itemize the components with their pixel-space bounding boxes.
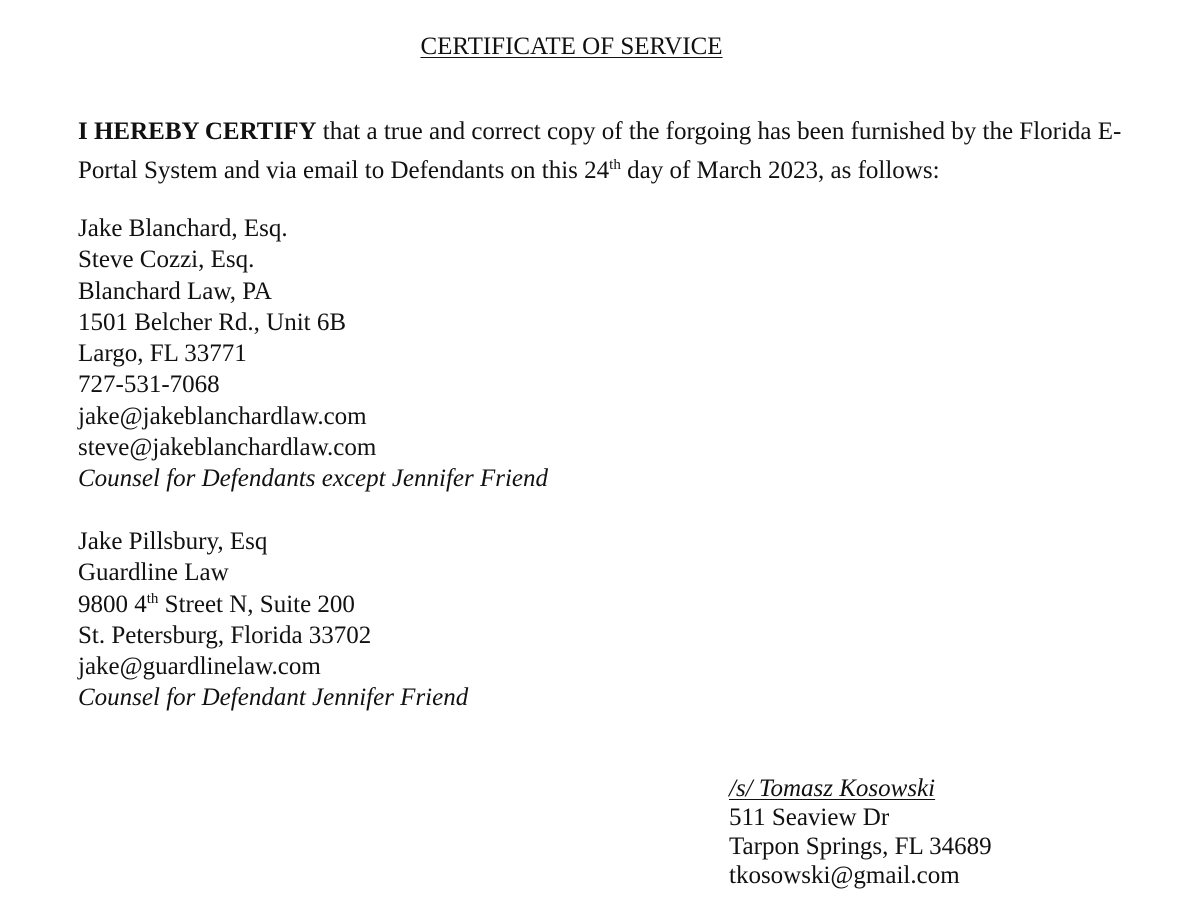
recipient-firm: Blanchard Law, PA <box>78 277 272 305</box>
recipient-name: Jake Pillsbury, Esq <box>78 528 268 555</box>
recipient-block-blanchard <box>78 213 778 495</box>
date-ordinal-suffix: th <box>609 157 621 173</box>
recipient-role: Counsel for Defendant Jennifer Friend <box>78 684 469 712</box>
signature-address-line1: 511 Seaview Dr <box>729 804 890 831</box>
recipient-firm: Guardline Law <box>78 559 229 587</box>
recipient-street: 1501 Belcher Rd., Unit 6B <box>78 308 347 336</box>
signature-block <box>729 774 1149 890</box>
recipient-name-line: Jake Blanchard, Esq. <box>78 215 288 242</box>
recipient-block-pillsbury <box>78 526 778 714</box>
recipient-name-line: Steve Cozzi, Esq. <box>78 246 255 274</box>
street-rest: Street N, Suite 200 <box>158 590 355 618</box>
signature-name: /s/ Tomasz Kosowski <box>729 775 936 802</box>
certify-lead: I HEREBY CERTIFY <box>78 118 317 145</box>
signature-address-line2: Tarpon Springs, FL 34689 <box>729 833 992 860</box>
street-number: 9800 4 <box>78 590 147 618</box>
recipient-city: St. Petersburg, Florida 33702 <box>78 621 372 649</box>
recipient-street <box>78 589 778 620</box>
recipient-email: jake@jakeblanchardlaw.com <box>78 402 367 430</box>
signature-email: tkosowski@gmail.com <box>729 862 960 889</box>
certification-text-end: day of March 2023, as follows: <box>620 157 940 184</box>
street-ordinal-suffix: th <box>146 590 159 607</box>
recipient-city: Largo, FL 33771 <box>78 340 247 368</box>
document-title: CERTIFICATE OF SERVICE <box>420 33 723 60</box>
recipient-email: steve@jakeblanchardlaw.com <box>78 434 377 462</box>
certification-text: that a true and correct copy of the forgoing has been furnished by the Florida E-Portal System and via email to Defendants on this 24 <box>78 118 1122 184</box>
recipient-email: jake@guardlinelaw.com <box>78 653 321 681</box>
recipient-phone: 727-531-7068 <box>78 371 220 399</box>
recipient-role: Counsel for Defendants except Jennifer Friend <box>78 465 549 493</box>
certification-paragraph <box>78 112 1138 190</box>
